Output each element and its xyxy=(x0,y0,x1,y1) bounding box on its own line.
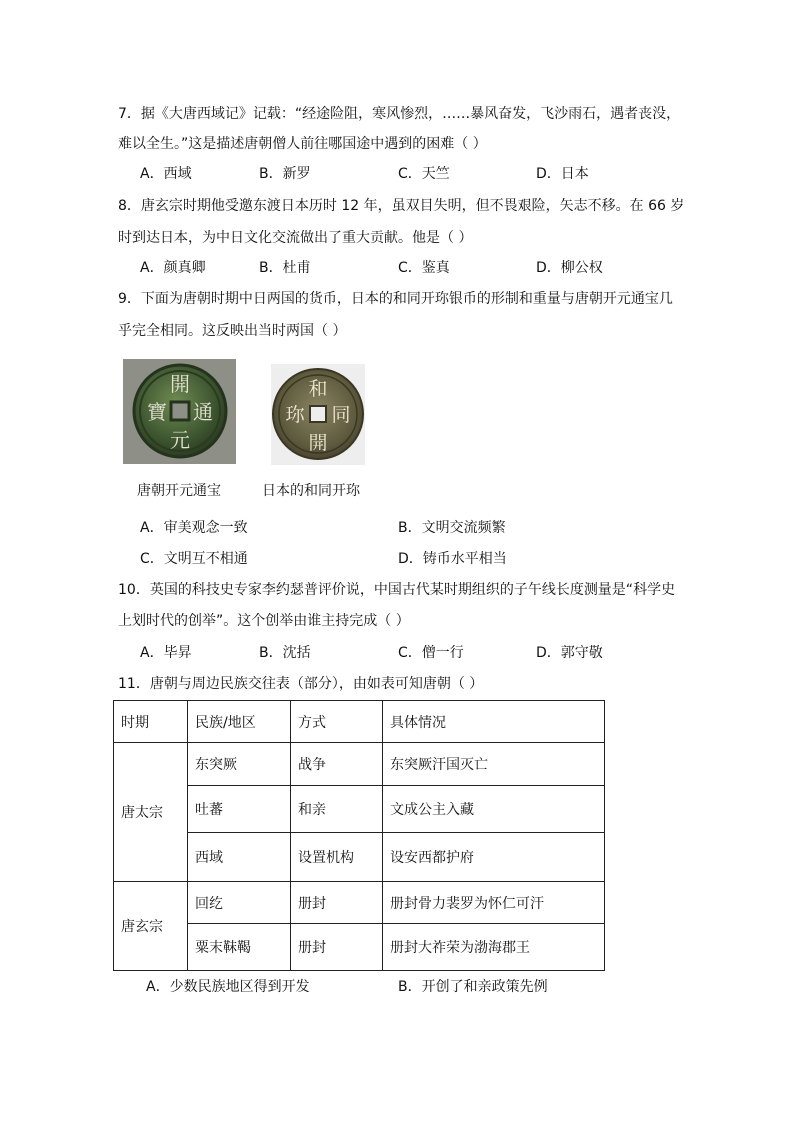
q11-option-b: B．开创了和亲政策先例 xyxy=(398,979,548,995)
table-header-cell: 具体情况 xyxy=(383,701,605,743)
coin2-caption: 日本的和同开珎 xyxy=(262,483,360,499)
table-cell: 册封骨力裴罗为怀仁可汗 xyxy=(383,882,605,924)
tang-relations-table xyxy=(113,700,605,971)
table-cell: 册封 xyxy=(291,882,383,924)
table-header-cell: 民族/地区 xyxy=(188,701,291,743)
table-period-cell: 唐玄宗 xyxy=(114,882,188,971)
wadokaichin-coin-image xyxy=(271,364,365,465)
q10-option-c: C．僧一行 xyxy=(398,645,464,661)
coin2-char-top: 和 xyxy=(308,378,328,400)
table-cell: 册封大祚荣为渤海郡王 xyxy=(383,924,605,971)
q10-option-d: D．郭守敬 xyxy=(536,645,603,661)
table-row xyxy=(114,833,605,882)
table-cell: 吐蕃 xyxy=(188,786,291,833)
coin1-char-right: 通 xyxy=(193,400,213,424)
q10-option-b: B．沈括 xyxy=(259,645,311,661)
q9-option-b: B．文明交流频繁 xyxy=(398,520,506,536)
table-cell: 设安西都护府 xyxy=(383,833,605,882)
coin2-char-left: 珎 xyxy=(285,404,305,426)
q8-option-d: D．柳公权 xyxy=(536,260,603,276)
q7-option-c: C．天竺 xyxy=(398,166,450,182)
q8-option-c: C．鉴真 xyxy=(398,260,450,276)
q7-stem-line1: 7．据《大唐西域记》记载：“经途险阻，寒风惨烈，……暴风奋发，飞沙雨石，遇者丧没， xyxy=(118,106,681,122)
q10-stem-line1: 10．英国的科技史专家李约瑟普评价说，中国古代某时期组织的子午线长度测量是“科学史 xyxy=(118,582,676,598)
q9-option-a: A．审美观念一致 xyxy=(140,520,248,536)
coin1-caption: 唐朝开元通宝 xyxy=(137,483,221,499)
q10-stem-line2: 上划时代的创举”。这个创举由谁主持完成（ ） xyxy=(118,613,410,629)
q8-stem-line2: 时到达日本，为中日文化交流做出了重大贡献。他是（ ） xyxy=(118,230,473,246)
q8-stem-line1: 8．唐玄宗时期他受邀东渡日本历时 12 年，虽双目失明，但不畏艰险，矢志不移。在 66 岁 xyxy=(118,198,685,214)
table-cell: 粟末靺鞨 xyxy=(188,924,291,971)
table-cell: 战争 xyxy=(291,743,383,786)
table-header-cell: 时期 xyxy=(114,701,188,743)
q8-option-b: B．杜甫 xyxy=(259,260,311,276)
table-row xyxy=(114,882,605,924)
q7-option-b: B．新罗 xyxy=(259,166,311,182)
coin2-char-right: 同 xyxy=(331,404,351,426)
table-cell: 回纥 xyxy=(188,882,291,924)
q7-option-a: A．西域 xyxy=(140,166,192,182)
table-header-cell: 方式 xyxy=(291,701,383,743)
coin1-char-top: 開 xyxy=(170,372,190,396)
table-cell: 设置机构 xyxy=(291,833,383,882)
table-period-cell: 唐太宗 xyxy=(114,743,188,882)
coin2-char-bottom: 開 xyxy=(308,432,328,454)
q9-stem-line1: 9．下面为唐朝时期中日两国的货币，日本的和同开珎银币的形制和重量与唐朝开元通宝几 xyxy=(118,291,673,307)
q9-stem-line2: 乎完全相同。这反映出当时两国（ ） xyxy=(118,323,347,339)
coin1-char-left: 寶 xyxy=(147,400,167,424)
q7-stem-line2: 难以全生。”这是描述唐朝僧人前往哪国途中遇到的困难（ ） xyxy=(118,136,487,152)
q10-option-a: A．毕昇 xyxy=(140,645,192,661)
table-row xyxy=(114,743,605,786)
table-cell: 文成公主入藏 xyxy=(383,786,605,833)
wadokaichin-coin-icon xyxy=(271,364,365,465)
table-cell: 东突厥汗国灭亡 xyxy=(383,743,605,786)
table-cell: 东突厥 xyxy=(188,743,291,786)
q9-option-c: C．文明互不相通 xyxy=(140,551,248,567)
q8-option-a: A．颜真卿 xyxy=(140,260,206,276)
q11-stem: 11．唐朝与周边民族交往表（部分），由如表可知唐朝（ ） xyxy=(118,676,484,692)
table-cell: 西域 xyxy=(188,833,291,882)
kaiyuan-tongbao-coin-image xyxy=(123,359,236,464)
kaiyuan-tongbao-coin-icon xyxy=(123,359,236,464)
coin1-char-bottom: 元 xyxy=(170,428,190,452)
q7-option-d: D．日本 xyxy=(536,166,589,182)
table-cell: 册封 xyxy=(291,924,383,971)
table-row xyxy=(114,924,605,971)
q11-option-a: A．少数民族地区得到开发 xyxy=(146,979,310,995)
table-header-row xyxy=(114,701,605,743)
q9-option-d: D．铸币水平相当 xyxy=(398,551,507,567)
table-cell: 和亲 xyxy=(291,786,383,833)
table-row xyxy=(114,786,605,833)
